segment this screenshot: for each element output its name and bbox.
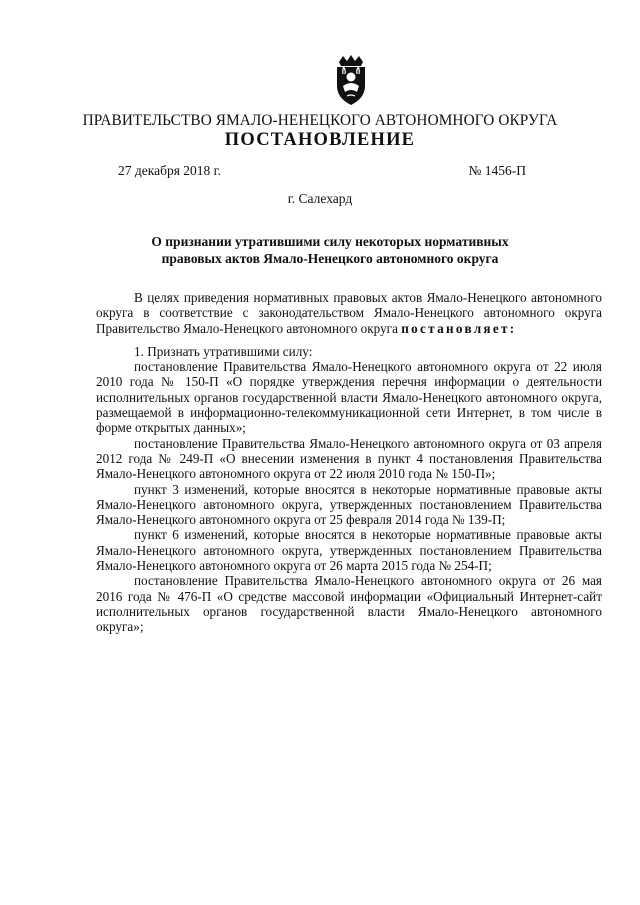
repealed-act-entry: постановление Правительства Ямало-Ненецкого автономного округа от 26 мая 2016 года № 476-П «О средстве массовой информации «Официальный Интернет-сайт исполнительных органов государственной власти Ямало-Ненецкого автономного округа»; — [96, 573, 602, 635]
organization-title: ПРАВИТЕЛЬСТВО ЯМАЛО-НЕНЕЦКОГО АВТОНОМНОГО ОКРУГА — [82, 112, 558, 129]
repealed-act-entry: пункт 6 изменений, которые вносятся в некоторые нормативные правовые акты Ямало-Ненецкого автономного округа, утвержденных постановлением Правительства Ямало-Ненецкого автономного округа от 26 марта 2015 года № 254-П; — [96, 527, 602, 574]
repealed-act-entry: постановление Правительства Ямало-Ненецкого автономного округа от 03 апреля 2012 года № 249-П «О внесении изменения в пункт 4 постановления Правительства Ямало-Ненецкого автономного округа от 22 июля 2010 года № 150-П»; — [96, 435, 602, 482]
item-1-heading: 1. Признать утратившими силу: — [134, 343, 313, 359]
document-number: № 1456-П — [468, 163, 526, 178]
document-place: г. Салехард — [287, 191, 353, 206]
repealed-act-entry: постановление Правительства Ямало-Ненецкого автономного округа от 22 июля 2010 года № 150-П «О порядке утверждения перечня информации о деятельности исполнительных органов государственной власти Ямало-Ненецкого автономного округа, размещаемой в информационно-телекоммуникационной сети Интернет, в том числе в форме открытых данных»; — [96, 359, 602, 436]
document-body — [96, 290, 602, 635]
document-subject: О признании утратившими силу некоторых нормативных правовых актов Ямало-Ненецкого автономного округа — [151, 234, 509, 266]
repealed-act-entry: пункт 3 изменений, которые вносятся в некоторые нормативные правовые акты Ямало-Ненецкого автономного округа, утвержденных постановлением Правительства Ямало-Ненецкого автономного округа от 25 февраля 2014 года № 139-П; — [96, 481, 602, 528]
resolves-keyword: постановляет: — [401, 320, 517, 336]
document-date: 27 декабря 2018 г. — [118, 163, 222, 178]
preamble-paragraph — [96, 290, 602, 336]
coat-of-arms-emblem — [323, 52, 379, 108]
preamble-text: В целях приведения нормативных правовых актов Ямало-Ненецкого автономного округа в соответствие с законодательством Ямало-Ненецкого автономного округа Правительство Ямало-Ненецкого автономного округа — [96, 290, 602, 336]
document-kind-title: ПОСТАНОВЛЕНИЕ — [224, 130, 416, 150]
